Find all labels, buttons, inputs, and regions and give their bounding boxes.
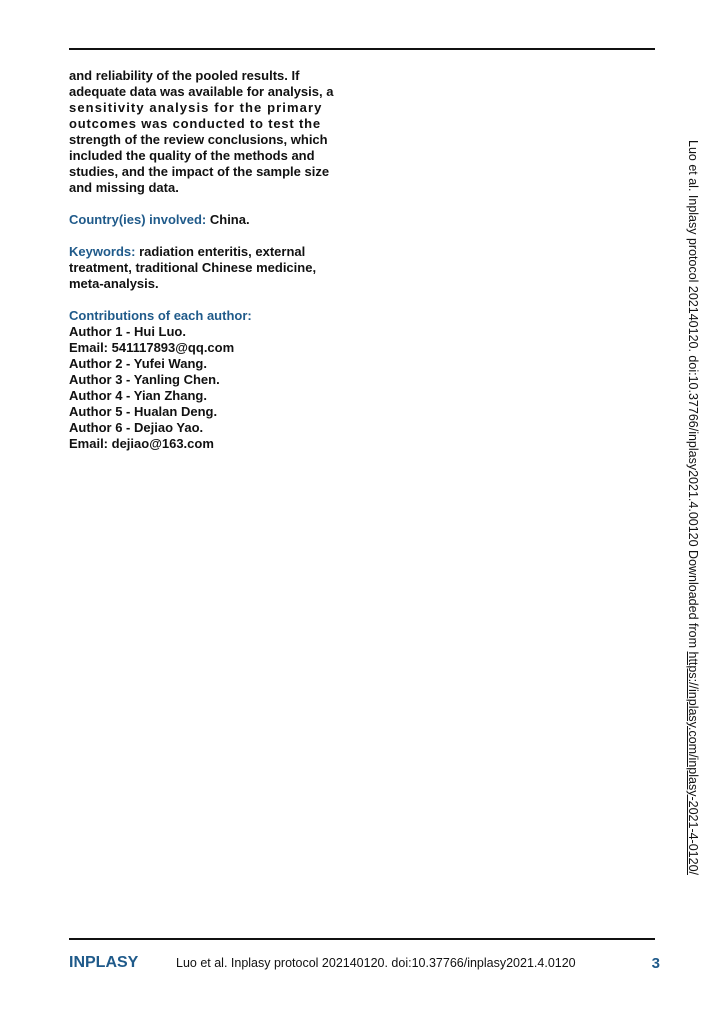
country-value: China. [206, 212, 250, 227]
side-download-note [686, 140, 700, 875]
author-line: Author 5 - Hualan Deng. [69, 404, 218, 419]
paragraph-results [69, 68, 348, 196]
text-line: included the quality of the methods and [69, 148, 315, 163]
download-link[interactable]: https://inplasy.com/inplasy-2021-4-0120/ [686, 651, 700, 875]
contributions-label: Contributions of each author: [69, 308, 252, 323]
keywords-line: radiation enteritis, external [135, 244, 306, 259]
country-paragraph [69, 212, 348, 228]
author-line: Author 2 - Yufei Wang. [69, 356, 207, 371]
text-line: strength of the review conclusions, which [69, 132, 328, 147]
footer-citation: Luo et al. Inplasy protocol 202140120. doi:10.37766/inplasy2021.4.0120 [176, 956, 576, 970]
side-note-text: Luo et al. Inplasy protocol 202140120. doi:10.37766/inplasy2021.4.00120 Downloaded from [686, 140, 700, 652]
bottom-rule [69, 938, 655, 940]
email-line: Email: 541117893@qq.com [69, 340, 235, 355]
keywords-paragraph [69, 244, 348, 292]
top-rule [69, 48, 655, 50]
text-line: studies, and the impact of the sample size [69, 164, 330, 179]
page-number: 3 [651, 955, 660, 972]
footer-brand: INPLASY [69, 954, 139, 971]
country-label: Country(ies) involved: [69, 212, 207, 227]
author-line: Author 6 - Dejiao Yao. [69, 420, 204, 435]
keywords-label: Keywords: [69, 244, 136, 259]
author-line: Author 4 - Yian Zhang. [69, 388, 207, 403]
email-line: Email: dejiao@163.com [69, 436, 214, 451]
keywords-line: meta-analysis. [69, 276, 159, 291]
text-line: and missing data. [69, 180, 179, 195]
text-line: adequate data was available for analysis, a [69, 84, 334, 99]
text-line: outcomes was conducted to test the [69, 116, 321, 131]
author-line: Author 3 - Yanling Chen. [69, 372, 220, 387]
text-column [69, 68, 348, 452]
text-line: sensitivity analysis for the primary [69, 100, 323, 115]
keywords-line: treatment, traditional Chinese medicine, [69, 260, 317, 275]
text-line: and reliability of the pooled results. If [69, 68, 300, 83]
author-line: Author 1 - Hui Luo. [69, 324, 186, 339]
contributions-paragraph [69, 308, 348, 452]
